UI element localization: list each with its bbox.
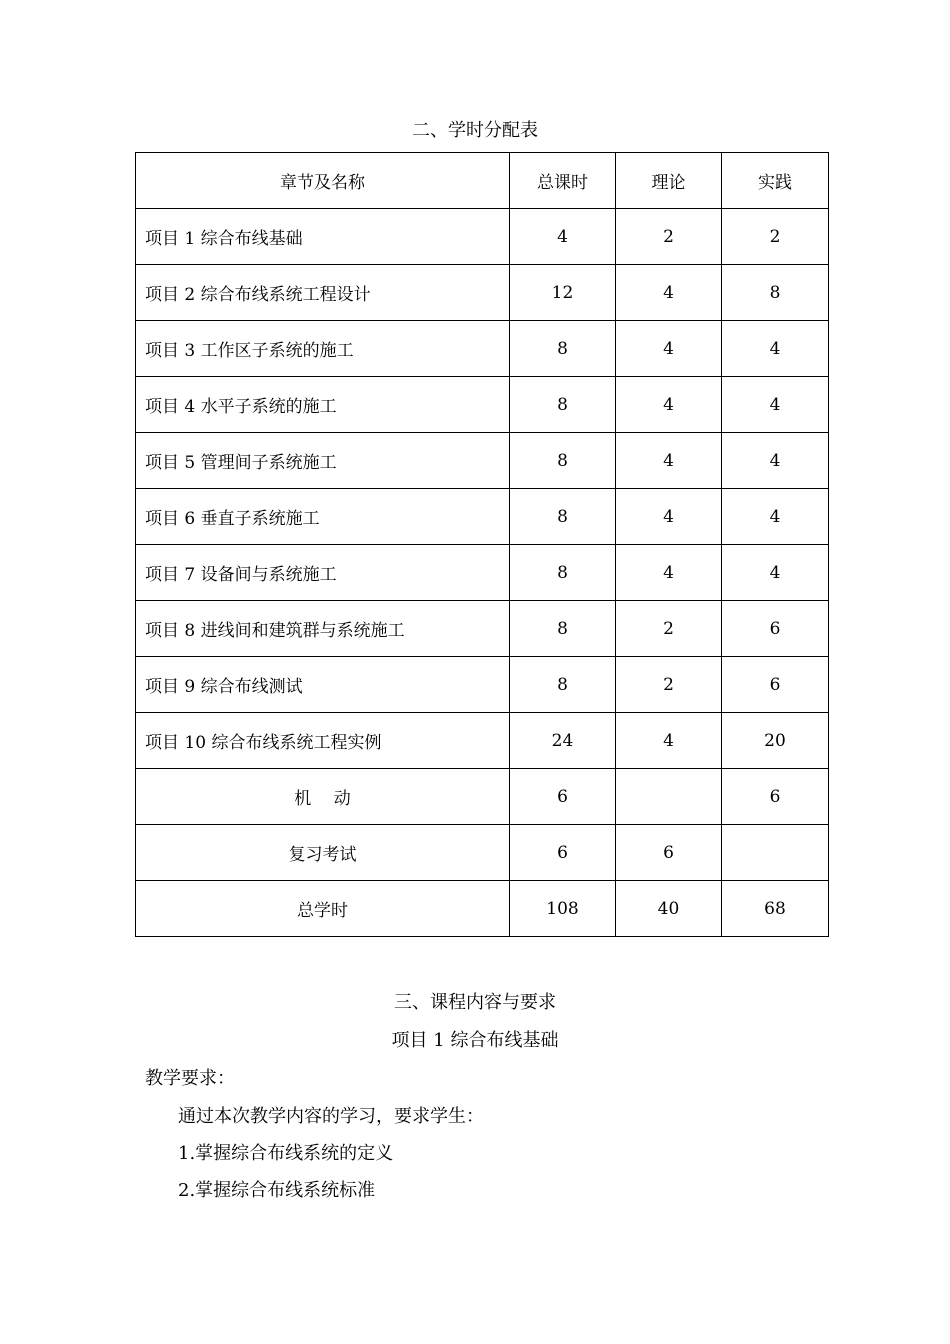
hours-allocation-table [135, 152, 829, 937]
chapter-name-cell: 项目 7 设备间与系统施工 [136, 545, 510, 601]
table-row [136, 657, 829, 713]
table-row [136, 265, 829, 321]
chapter-name-cell: 项目 10 综合布线系统工程实例 [136, 713, 510, 769]
table-row [136, 601, 829, 657]
total-hours-cell: 8 [510, 321, 616, 377]
chapter-name-cell: 复习考试 [136, 825, 510, 881]
section-title: 三、课程内容与要求 [394, 992, 556, 1013]
practice-hours-cell: 8 [722, 265, 829, 321]
total-hours-cell: 4 [510, 209, 616, 265]
table-header-row [136, 153, 829, 209]
requirement-item: 1.掌握综合布线系统的定义 [178, 1143, 394, 1164]
chapter-name-cell: 项目 6 垂直子系统施工 [136, 489, 510, 545]
theory-hours-cell: 2 [616, 657, 722, 713]
chapter-name-cell: 项目 9 综合布线测试 [136, 657, 510, 713]
table-row [136, 769, 829, 825]
theory-hours-cell: 4 [616, 377, 722, 433]
practice-hours-cell: 4 [722, 433, 829, 489]
total-hours-cell: 6 [510, 825, 616, 881]
theory-hours-cell: 40 [616, 881, 722, 937]
table-row [136, 489, 829, 545]
theory-hours-cell: 2 [616, 209, 722, 265]
chapter-name-cell: 机 动 [136, 769, 510, 825]
table-title: 二、学时分配表 [412, 120, 538, 141]
table-row [136, 209, 829, 265]
total-hours-cell: 8 [510, 433, 616, 489]
total-hours-cell: 8 [510, 377, 616, 433]
practice-hours-cell: 6 [722, 601, 829, 657]
total-hours-cell: 8 [510, 545, 616, 601]
practice-hours-cell: 2 [722, 209, 829, 265]
practice-hours-cell: 20 [722, 713, 829, 769]
chapter-name-cell: 项目 1 综合布线基础 [136, 209, 510, 265]
theory-hours-cell: 2 [616, 601, 722, 657]
header-cell-chapter: 章节及名称 [136, 153, 510, 209]
theory-hours-cell: 4 [616, 489, 722, 545]
table-row [136, 321, 829, 377]
table-row [136, 545, 829, 601]
practice-hours-cell: 6 [722, 657, 829, 713]
practice-hours-cell: 4 [722, 545, 829, 601]
total-hours-cell: 8 [510, 657, 616, 713]
practice-hours-cell: 4 [722, 377, 829, 433]
chapter-name-cell: 项目 8 进线间和建筑群与系统施工 [136, 601, 510, 657]
chapter-name-cell: 项目 5 管理间子系统施工 [136, 433, 510, 489]
total-hours-cell: 8 [510, 489, 616, 545]
theory-hours-cell: 6 [616, 825, 722, 881]
theory-hours-cell: 4 [616, 321, 722, 377]
total-hours-cell: 6 [510, 769, 616, 825]
theory-hours-cell: 4 [616, 713, 722, 769]
theory-hours-cell: 4 [616, 265, 722, 321]
total-hours-cell: 108 [510, 881, 616, 937]
requirement-item: 2.掌握综合布线系统标准 [178, 1180, 376, 1201]
table-row [136, 433, 829, 489]
practice-hours-cell: 4 [722, 489, 829, 545]
requirements-intro: 通过本次教学内容的学习，要求学生： [178, 1106, 484, 1127]
practice-hours-cell: 6 [722, 769, 829, 825]
requirements-label: 教学要求： [145, 1068, 235, 1089]
practice-hours-cell: 4 [722, 321, 829, 377]
chapter-name-cell: 总学时 [136, 881, 510, 937]
header-cell-total: 总课时 [510, 153, 616, 209]
project-title: 项目 1 综合布线基础 [391, 1030, 559, 1051]
theory-hours-cell [616, 769, 722, 825]
table-total-row [136, 881, 829, 937]
practice-hours-cell: 68 [722, 881, 829, 937]
practice-hours-cell [722, 825, 829, 881]
total-hours-cell: 24 [510, 713, 616, 769]
table-row [136, 713, 829, 769]
theory-hours-cell: 4 [616, 545, 722, 601]
chapter-name-cell: 项目 3 工作区子系统的施工 [136, 321, 510, 377]
header-cell-theory: 理论 [616, 153, 722, 209]
theory-hours-cell: 4 [616, 433, 722, 489]
header-cell-practice: 实践 [722, 153, 829, 209]
total-hours-cell: 8 [510, 601, 616, 657]
chapter-name-cell: 项目 4 水平子系统的施工 [136, 377, 510, 433]
chapter-name-cell: 项目 2 综合布线系统工程设计 [136, 265, 510, 321]
total-hours-cell: 12 [510, 265, 616, 321]
table-row [136, 377, 829, 433]
table-row [136, 825, 829, 881]
